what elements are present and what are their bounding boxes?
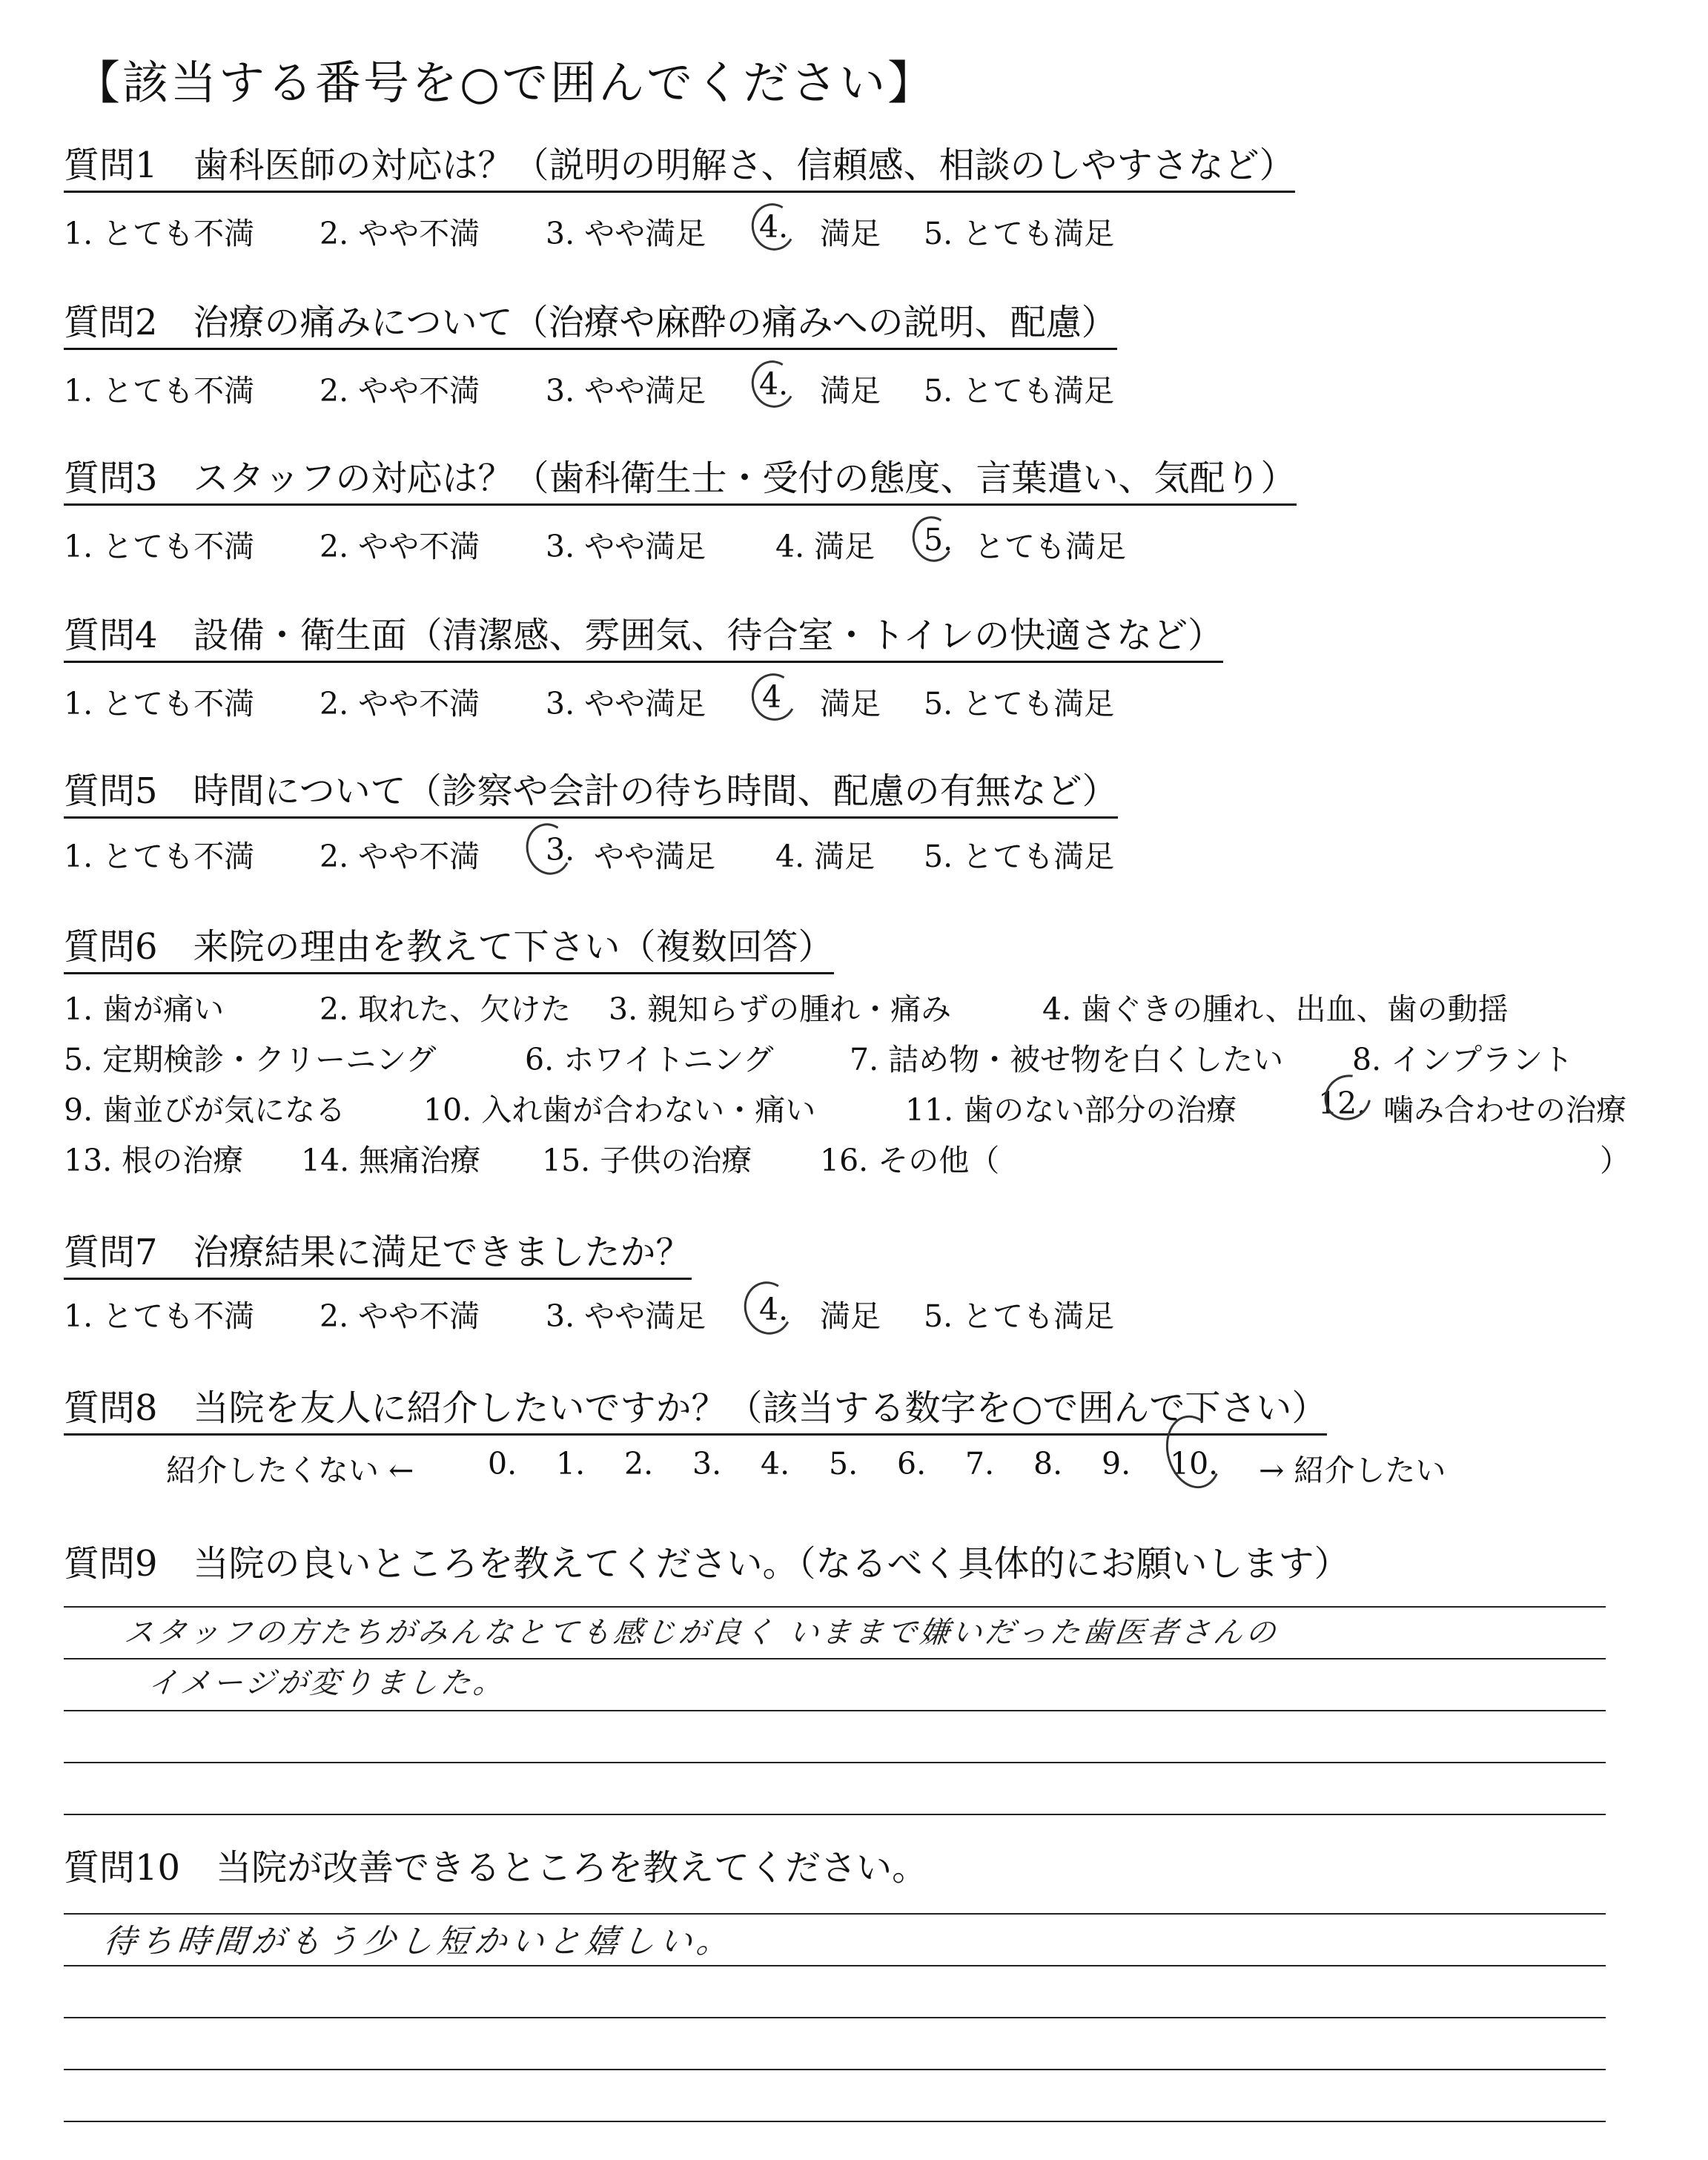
option-3[interactable]: 3. やや満足 bbox=[546, 529, 706, 564]
question-2-heading: 質問2 治療の痛みについて（治療や麻酔の痛みへの説明、配慮） bbox=[64, 303, 1117, 350]
answer-line bbox=[64, 1710, 1606, 1711]
reason-option-label: 噛み合わせの治療 bbox=[1383, 1092, 1626, 1128]
handwritten-answer-10-line-1: 待ち時間がもう少し短かいと嬉しい。 bbox=[101, 1923, 736, 1961]
scale-option-7[interactable]: 7. bbox=[965, 1446, 995, 1482]
reason-option[interactable]: 15. 子供の治療 bbox=[542, 1143, 752, 1178]
question-9-heading: 質問9 当院の良いところを教えてください。（なるべく具体的にお願いします） bbox=[64, 1543, 1350, 1585]
scale-option-1[interactable]: 1. bbox=[556, 1446, 586, 1482]
option-1[interactable]: 1. とても不満 bbox=[64, 529, 255, 564]
answer-line bbox=[64, 2121, 1606, 2122]
other-close-paren: ） bbox=[1600, 1143, 1630, 1178]
reason-option[interactable]: 6. ホワイトニング bbox=[525, 1042, 774, 1077]
option-5-label: とても満足 bbox=[974, 529, 1126, 564]
option-5[interactable]: 5. とても満足 bbox=[924, 839, 1115, 874]
option-2[interactable]: 2. やや不満 bbox=[320, 529, 480, 564]
option-4-selected[interactable]: 4 bbox=[762, 679, 782, 715]
option-4-label: 満足 bbox=[820, 373, 881, 409]
answer-line bbox=[64, 1965, 1606, 1966]
option-5[interactable]: 5. とても満足 bbox=[924, 1298, 1115, 1334]
option-3[interactable]: 3. やや満足 bbox=[546, 216, 706, 251]
reason-option[interactable]: 9. 歯並びが気になる bbox=[64, 1092, 346, 1128]
scale-option-0[interactable]: 0. bbox=[488, 1446, 517, 1482]
option-1[interactable]: 1. とても不満 bbox=[64, 373, 255, 409]
answer-line bbox=[64, 2069, 1606, 2070]
question-1-heading: 質問1 歯科医師の対応は？（説明の明解さ、信頼感、相談のしやすさなど） bbox=[64, 145, 1295, 193]
reason-option[interactable]: 2. 取れた、欠けた bbox=[320, 991, 572, 1027]
question-4-heading: 質問4 設備・衛生面（清潔感、雰囲気、待合室・トイレの快適さなど） bbox=[64, 615, 1223, 663]
reason-option-other[interactable]: 16. その他（ bbox=[820, 1143, 1000, 1178]
scale-option-6[interactable]: 6. bbox=[897, 1446, 927, 1482]
reason-option[interactable]: 4. 歯ぐきの腫れ、出血、歯の動揺 bbox=[1042, 991, 1509, 1027]
option-2[interactable]: 2. やや不満 bbox=[320, 686, 480, 721]
option-3-selected[interactable]: 3. bbox=[546, 832, 575, 868]
page-title: 【該当する番号を○で囲んでください】 bbox=[74, 56, 936, 110]
scale-right-label: → 紹介したい bbox=[1259, 1453, 1446, 1488]
reason-option[interactable]: 1. 歯が痛い bbox=[64, 991, 225, 1027]
option-4[interactable]: 4. 満足 bbox=[775, 529, 875, 564]
answer-line bbox=[64, 1814, 1606, 1815]
reason-option[interactable]: 3. 親知らずの腫れ・痛み bbox=[609, 991, 952, 1027]
scale-option-9[interactable]: 9. bbox=[1102, 1446, 1131, 1482]
reason-option-selected[interactable]: 12. bbox=[1318, 1086, 1367, 1121]
reason-option[interactable]: 10. 入れ歯が合わない・痛い bbox=[423, 1092, 816, 1128]
selection-circle-mark bbox=[738, 1276, 798, 1340]
option-3[interactable]: 3. やや満足 bbox=[546, 373, 706, 409]
option-2[interactable]: 2. やや不満 bbox=[320, 373, 480, 409]
option-4[interactable]: 4. 満足 bbox=[775, 839, 875, 874]
option-5[interactable]: 5. とても満足 bbox=[924, 373, 1115, 409]
reason-option[interactable]: 11. 歯のない部分の治療 bbox=[905, 1092, 1237, 1128]
question-10-heading: 質問10 当院が改善できるところを教えてください。 bbox=[64, 1847, 928, 1889]
option-3[interactable]: 3. やや満足 bbox=[546, 686, 706, 721]
handwritten-answer-9-line-2: イメージが変りました。 bbox=[146, 1666, 508, 1700]
scale-option-10-selected[interactable]: 10. bbox=[1170, 1446, 1219, 1482]
scale-option-4[interactable]: 4. bbox=[761, 1446, 790, 1482]
option-4-label: 満足 bbox=[820, 686, 881, 721]
answer-line bbox=[64, 1762, 1606, 1763]
reason-option[interactable]: 7. 詰め物・被せ物を白くしたい bbox=[850, 1042, 1284, 1077]
option-5-selected[interactable]: 5. bbox=[924, 522, 953, 558]
selection-circle-mark bbox=[747, 199, 801, 256]
option-5[interactable]: 5. とても満足 bbox=[924, 686, 1115, 721]
selection-circle-mark bbox=[520, 818, 577, 879]
question-3-heading: 質問3 スタッフの対応は？（歯科衛生士・受付の態度、言葉遣い、気配り） bbox=[64, 458, 1297, 506]
reason-option[interactable]: 8. インプラント bbox=[1352, 1042, 1574, 1077]
option-3-label: やや満足 bbox=[594, 839, 715, 874]
scale-option-2[interactable]: 2. bbox=[624, 1446, 654, 1482]
option-1[interactable]: 1. とても不満 bbox=[64, 216, 255, 251]
question-5-heading: 質問5 時間について（診察や会計の待ち時間、配慮の有無など） bbox=[64, 771, 1118, 819]
scale-option-8[interactable]: 8. bbox=[1033, 1446, 1063, 1482]
option-4-selected[interactable]: 4. bbox=[759, 1292, 789, 1327]
option-1[interactable]: 1. とても不満 bbox=[64, 1298, 255, 1334]
scale-option-5[interactable]: 5. bbox=[829, 1446, 858, 1482]
option-5[interactable]: 5. とても満足 bbox=[924, 216, 1115, 251]
option-1[interactable]: 1. とても不満 bbox=[64, 686, 255, 721]
handwritten-answer-9-line-1: スタッフの方たちがみんなとても感じが良く いままで嫌いだった歯医者さんの bbox=[122, 1616, 1280, 1650]
reason-option[interactable]: 14. 無痛治療 bbox=[301, 1143, 481, 1178]
option-2[interactable]: 2. やや不満 bbox=[320, 839, 480, 874]
option-2[interactable]: 2. やや不満 bbox=[320, 1298, 480, 1334]
option-3[interactable]: 3. やや満足 bbox=[546, 1298, 706, 1334]
option-4-selected[interactable]: 4. bbox=[759, 209, 789, 245]
reason-option[interactable]: 13. 根の治療 bbox=[64, 1143, 244, 1178]
question-8-heading: 質問8 当院を友人に紹介したいですか？（該当する数字を○で囲んで下さい） bbox=[64, 1388, 1327, 1436]
option-4-selected[interactable]: 4. bbox=[759, 366, 789, 402]
option-4-label: 満足 bbox=[820, 1298, 881, 1334]
selection-circle-mark bbox=[907, 512, 958, 567]
option-1[interactable]: 1. とても不満 bbox=[64, 839, 255, 874]
option-2[interactable]: 2. やや不満 bbox=[320, 216, 480, 251]
question-6-heading: 質問6 来院の理由を教えて下さい（複数回答） bbox=[64, 927, 834, 974]
answer-line bbox=[64, 2017, 1606, 2018]
scale-left-label: 紹介したくない ← bbox=[166, 1453, 414, 1488]
selection-circle-mark bbox=[747, 668, 802, 725]
answer-line bbox=[64, 1606, 1606, 1608]
selection-circle-mark bbox=[747, 356, 801, 413]
option-4-label: 満足 bbox=[820, 216, 881, 251]
reason-option[interactable]: 5. 定期検診・クリーニング bbox=[64, 1042, 437, 1077]
question-7-heading: 質問7 治療結果に満足できましたか？ bbox=[64, 1232, 692, 1280]
scale-option-3[interactable]: 3. bbox=[692, 1446, 722, 1482]
